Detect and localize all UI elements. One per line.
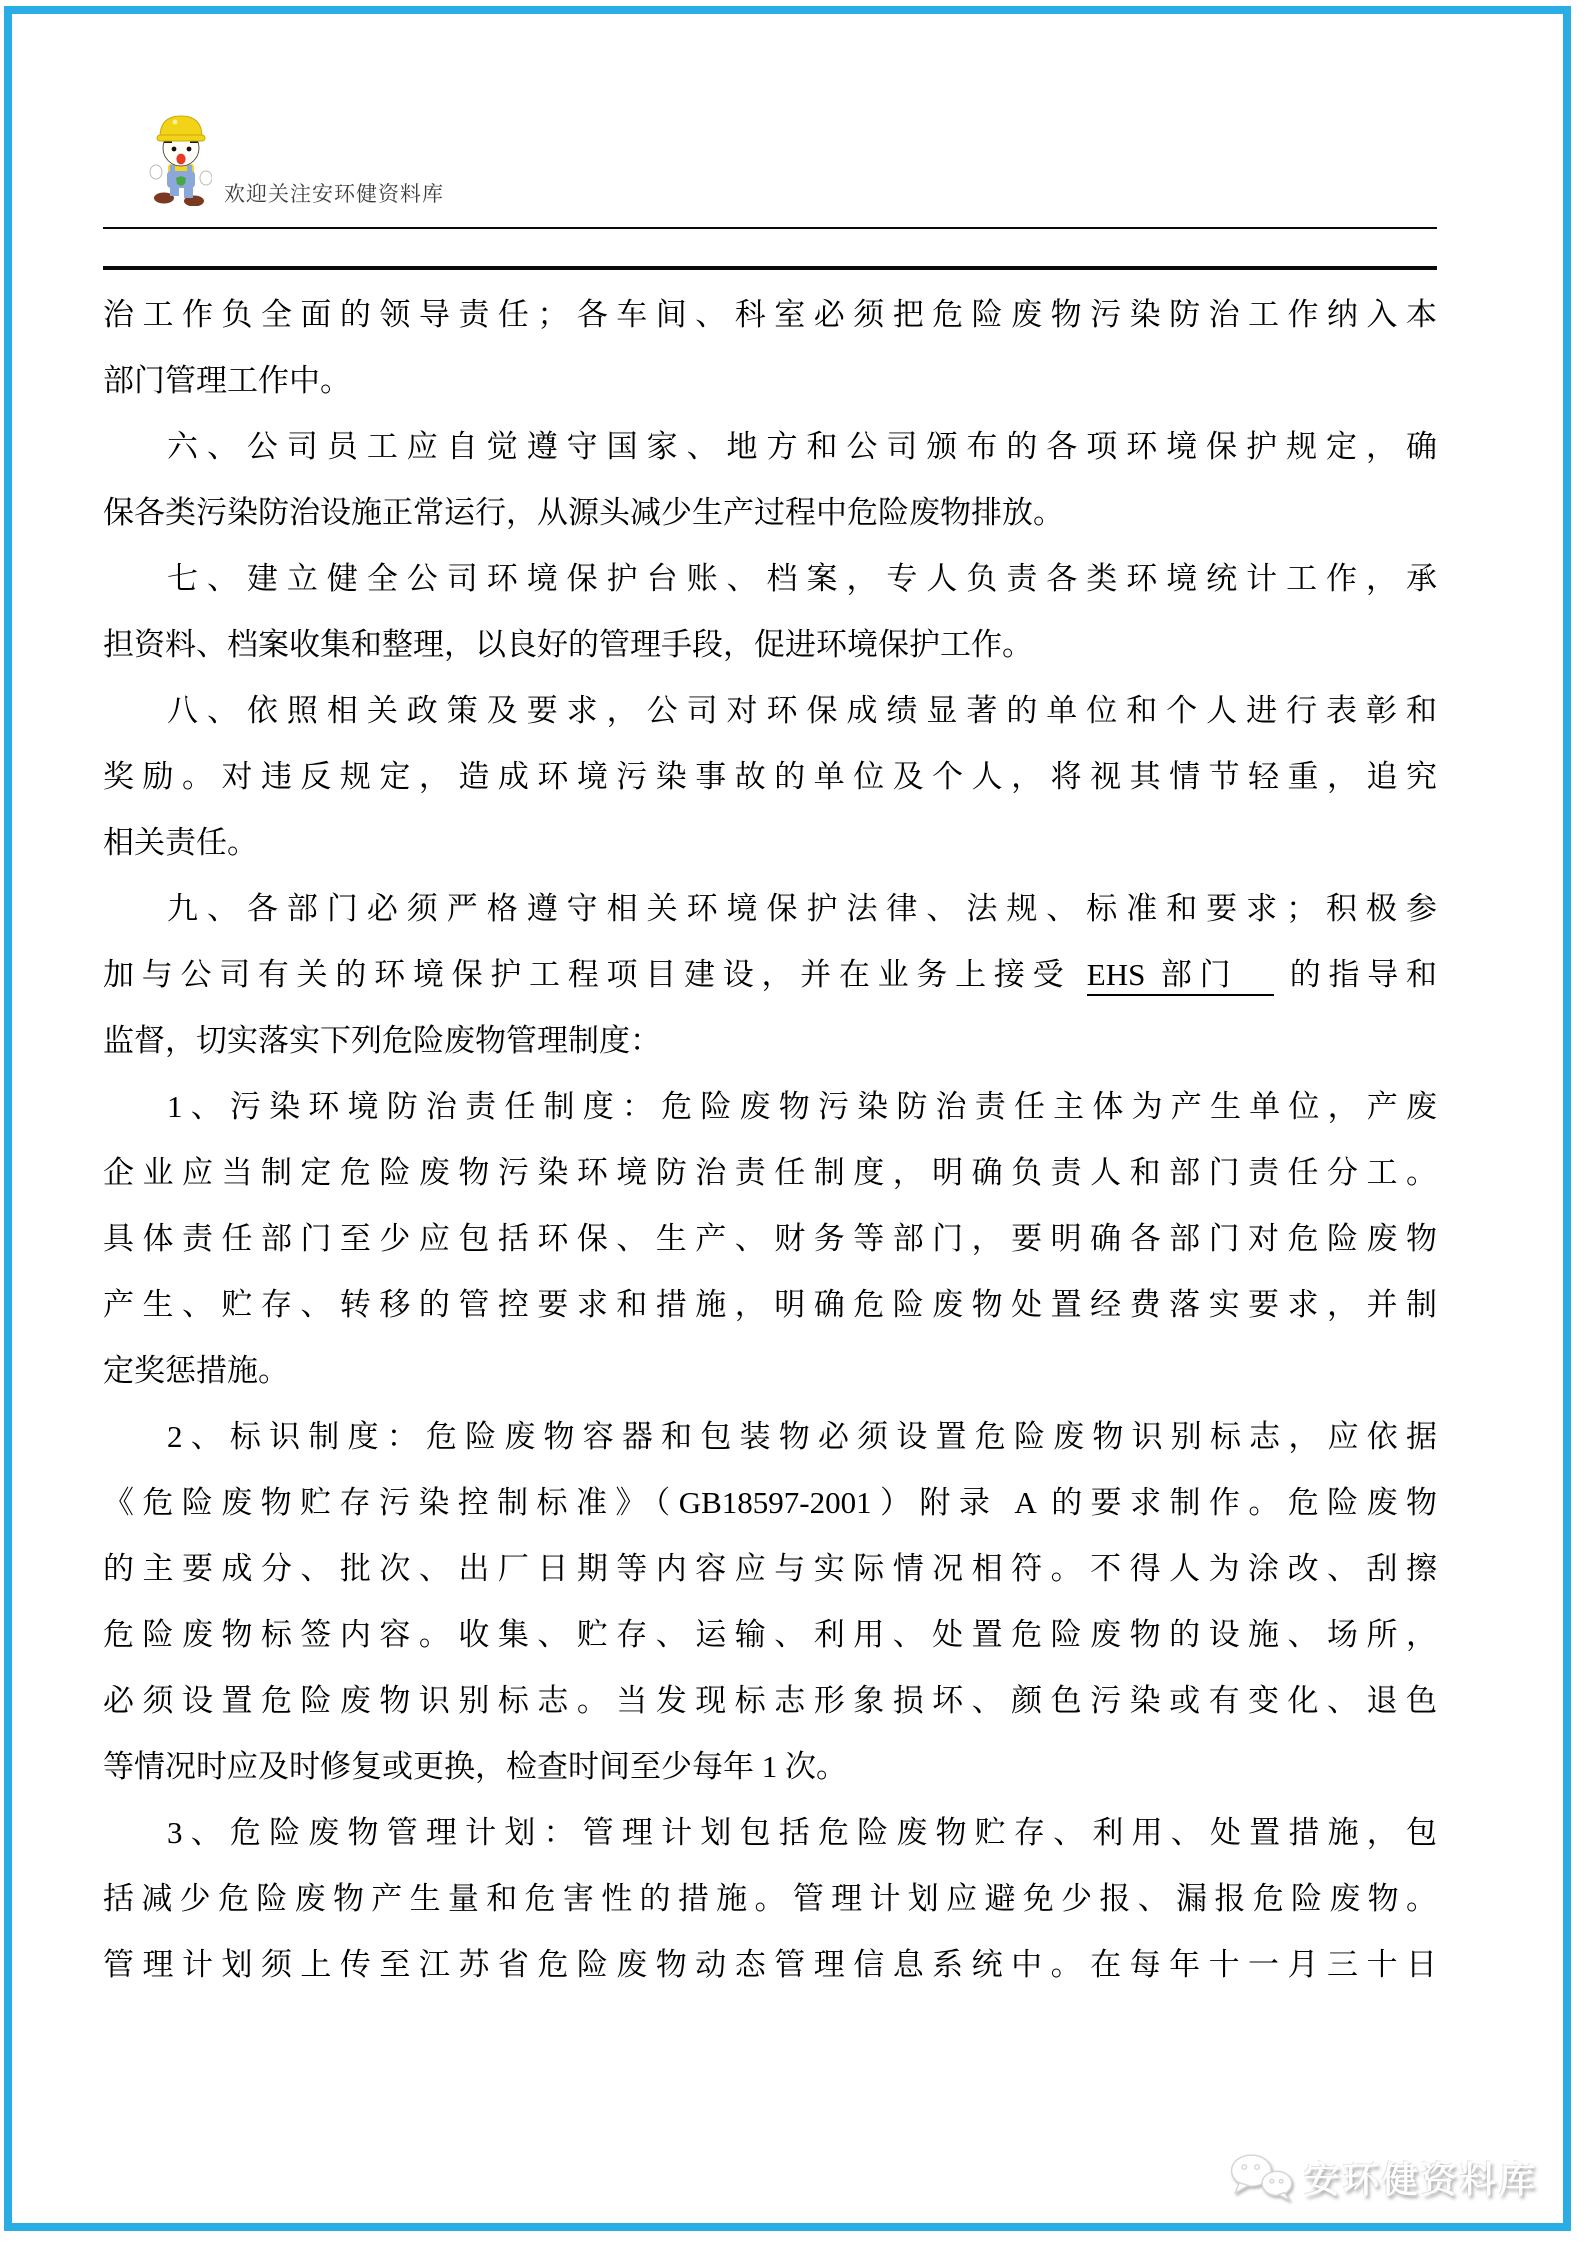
text-line: 《危险废物贮存污染控制标准》（GB18597-2001）附录 A 的要求制作。危险废物 [103, 1485, 1437, 1520]
text-line: 八、依照相关政策及要求，公司对环保成绩显著的单位和个人进行表彰和 [167, 693, 1437, 728]
text-segment: 加与公司有关的环境保护工程项目建设，并在业务上接受 [103, 957, 1087, 992]
text-line: 七、建立健全公司环境保护台账、档案，专人负责各类环境统计工作，承 [167, 561, 1437, 596]
text-line: 括减少危险废物产生量和危害性的措施。管理计划应避免少报、漏报危险废物。 [103, 1881, 1437, 1916]
text-line: 奖励。对违反规定，造成环境污染事故的单位及个人，将视其情节轻重，追究 [103, 759, 1437, 794]
text-line: 保各类污染防治设施正常运行，从源头减少生产过程中危险废物排放。 [103, 495, 1064, 530]
text-line: 六、公司员工应自觉遵守国家、地方和公司颁布的各项环境保护规定，确 [167, 429, 1437, 464]
text-line: 3、危险废物管理计划：管理计划包括危险废物贮存、利用、处置措施，包 [167, 1815, 1437, 1850]
text-segment: 的指导和 [1274, 957, 1437, 992]
safety-worker-mascot-icon [148, 110, 212, 206]
text-line: 管理计划须上传至江苏省危险废物动态管理信息系统中。在每年十一月三十日 [103, 1947, 1437, 1982]
header-rule-thick [103, 266, 1437, 270]
underlined-text: EHS 部门 [1087, 957, 1275, 996]
text-line: 产生、贮存、转移的管控要求和措施，明确危险废物处置经费落实要求，并制 [103, 1287, 1437, 1322]
text-line: 定奖惩措施。 [103, 1353, 289, 1388]
wechat-icon [1228, 2149, 1296, 2205]
text-line: 九、各部门必须严格遵守相关环境保护法律、法规、标准和要求；积极参 [167, 891, 1437, 926]
header-rule-thin [103, 227, 1437, 229]
text-line: 治工作负全面的领导责任；各车间、科室必须把危险废物污染防治工作纳入本 [103, 297, 1437, 332]
watermark-text: 安环健资料库 [1304, 2159, 1539, 2200]
watermark [1228, 2138, 1548, 2216]
text-line: 1、污染环境防治责任制度：危险废物污染防治责任主体为产生单位，产废 [167, 1089, 1437, 1124]
text-line: 具体责任部门至少应包括环保、生产、财务等部门，要明确各部门对危险废物 [103, 1221, 1437, 1256]
text-line: 部门管理工作中。 [103, 363, 351, 398]
text-line: 相关责任。 [103, 825, 258, 860]
text-line: 2、标识制度：危险废物容器和包装物必须设置危险废物识别标志，应依据 [167, 1419, 1437, 1454]
header-slogan: 欢迎关注安环健资料库 [224, 183, 444, 206]
text-line: 企业应当制定危险废物污染环境防治责任制度，明确负责人和部门责任分工。 [103, 1155, 1437, 1190]
text-line: 必须设置危险废物识别标志。当发现标志形象损坏、颜色污染或有变化、退色 [103, 1683, 1437, 1718]
document-body [103, 282, 1437, 1998]
text-line: 的主要成分、批次、出厂日期等内容应与实际情况相符。不得人为涂改、刮擦 [103, 1551, 1437, 1586]
text-line: 危险废物标签内容。收集、贮存、运输、利用、处置危险废物的设施、场所， [103, 1617, 1437, 1652]
text-line [103, 942, 1437, 1008]
text-line: 担资料、档案收集和整理，以良好的管理手段，促进环境保护工作。 [103, 627, 1033, 662]
text-line: 监督，切实落实下列危险废物管理制度： [103, 1023, 661, 1058]
text-line: 等情况时应及时修复或更换，检查时间至少每年 1 次。 [103, 1749, 847, 1784]
